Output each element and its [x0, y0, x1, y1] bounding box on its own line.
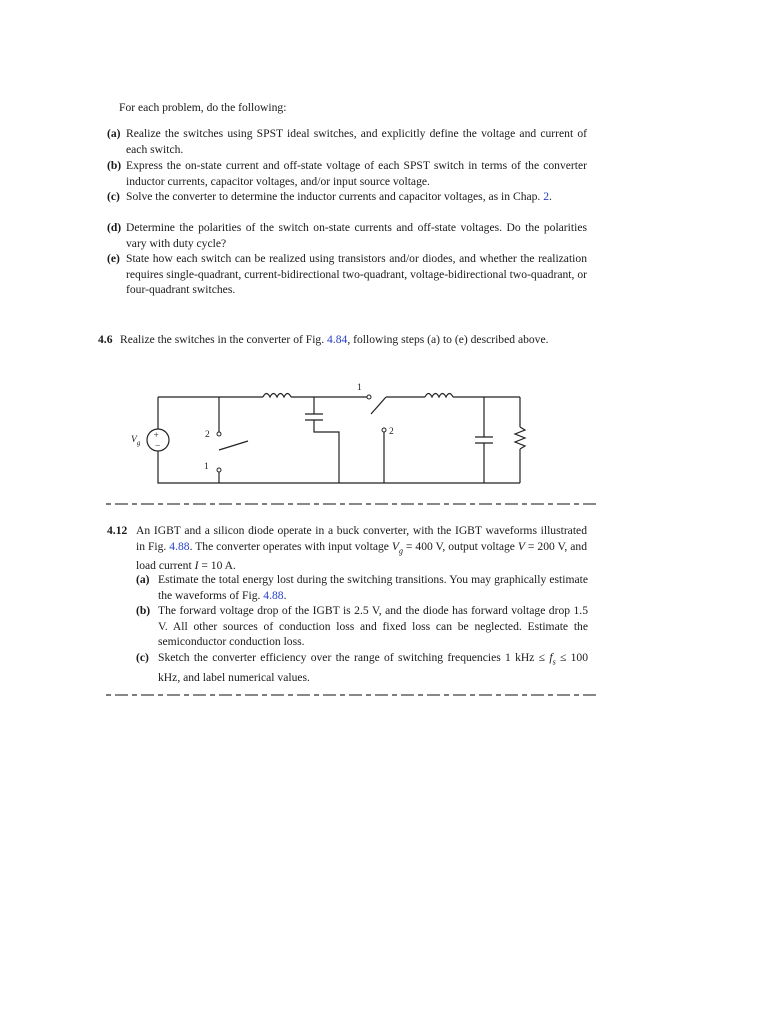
- problem-4-12-text-3: = 400 V, output voltage: [402, 539, 518, 553]
- inductor-1: [263, 394, 291, 398]
- problem-4-6-number: 4.6: [98, 333, 113, 346]
- source-label: [131, 435, 141, 447]
- instructions-heading: For each problem, do the following:: [119, 101, 287, 114]
- switch2-contact-2: [382, 428, 386, 432]
- problem-4-12-text-5: = 10 A.: [198, 559, 236, 573]
- step-b: [107, 158, 587, 189]
- part-c-tag: (c): [136, 651, 149, 664]
- part-a-text: [158, 572, 588, 603]
- problem-4-6-text-end: , following steps (a) to (e) described above.: [347, 333, 549, 346]
- step-a-text: Realize the switches using SPST ideal switches, and explicitly define the voltage and current of each switch.: [126, 127, 587, 156]
- chapter-link[interactable]: 2: [543, 190, 550, 203]
- vg-symbol: V: [391, 539, 399, 553]
- problem-4-12: [107, 523, 587, 574]
- step-c-text: [126, 189, 587, 205]
- figure-4-84-link[interactable]: 4.84: [327, 333, 348, 346]
- source-plus-sign: +: [153, 431, 159, 441]
- problem-4-12-part-a: [136, 572, 588, 603]
- source-label-v: V: [131, 435, 137, 445]
- step-d-tag: (d): [107, 221, 122, 234]
- part-a-figure-link[interactable]: 4.88: [263, 588, 284, 602]
- part-b-tag: (b): [136, 604, 151, 617]
- problem-4-12-text: [136, 523, 587, 574]
- step-a-tag: (a): [107, 127, 121, 140]
- step-d: [107, 220, 587, 251]
- step-a: [107, 126, 587, 157]
- part-a-period: .: [283, 588, 287, 602]
- source-minus-sign: −: [155, 442, 161, 452]
- problem-4-12-text-2: . The converter operates with input voltage: [189, 539, 392, 553]
- problem-4-6-text: [120, 332, 576, 348]
- fs-symbol: f: [549, 651, 553, 664]
- switch1-contact-1: [217, 468, 221, 472]
- part-a-text-main: Estimate the total energy lost during the switching transitions. You may graphically estimate the waveforms of Fig.: [158, 573, 588, 602]
- step-c-tag: (c): [107, 190, 120, 203]
- step-c: [107, 189, 587, 205]
- problem-4-12-text-4: = 200 V, and load current: [136, 539, 587, 573]
- problem-4-12-part-b: [136, 603, 588, 650]
- step-b-tag: (b): [107, 159, 122, 172]
- switch2-label-1: 1: [357, 383, 362, 393]
- problem-4-12-part-c: [136, 650, 588, 685]
- switch1-contact-2: [217, 432, 221, 436]
- part-a-tag: (a): [136, 573, 150, 586]
- step-e: [107, 251, 587, 298]
- problem-4-12-text-1: An IGBT and a silicon diode operate in a buck converter, with the IGBT waveforms illustrated in Fig.: [136, 524, 587, 553]
- truncated-text-line-bottom: [106, 694, 596, 698]
- part-c-text-end: ≤ 100 kHz, and label numerical values.: [158, 651, 588, 684]
- switch1-label-2: 2: [205, 430, 210, 440]
- step-e-tag: (e): [107, 252, 120, 265]
- part-b-text: The forward voltage drop of the IGBT is 2.5 V, and the diode has forward voltage drop 1.5 V. All other sources of conduction loss and fixed loss can be neglected. Estimate the semiconductor conduction loss.: [158, 604, 588, 648]
- part-c-text-main: Sketch the converter efficiency over the range of switching frequencies 1 kHz ≤: [158, 651, 550, 664]
- voltage-source: [147, 429, 169, 451]
- figure-4-88-link[interactable]: 4.88: [169, 539, 190, 553]
- switch2-label-2: 2: [389, 427, 394, 437]
- switch1-blade: [219, 441, 248, 450]
- v-symbol: V: [517, 539, 525, 553]
- problem-4-12-number: 4.12: [107, 524, 128, 537]
- load-resistor: [515, 427, 525, 449]
- step-c-period: .: [549, 190, 552, 203]
- fs-subscript: s: [552, 657, 556, 667]
- wire-left-side-lower: [158, 451, 384, 483]
- step-b-text: Express the on-state current and off-state voltage of each SPST switch in terms of the converter inductor currents, capacitor voltages, and/or input source voltage.: [126, 159, 587, 188]
- part-c-text: [158, 650, 588, 685]
- switch1-label-1: 1: [204, 462, 209, 472]
- switch2-blade: [371, 397, 386, 414]
- problem-4-6: [98, 332, 588, 348]
- vg-subscript: g: [398, 545, 403, 555]
- switch2-contact-1: [367, 395, 371, 399]
- i-symbol: I: [194, 559, 199, 573]
- inductor-2: [425, 394, 453, 398]
- truncated-text-line: [106, 503, 596, 509]
- problem-4-6-text-main: Realize the switches in the converter of Fig.: [120, 333, 328, 346]
- step-c-text-main: Solve the converter to determine the inductor currents and capacitor voltages, as in Chap.: [126, 190, 544, 203]
- step-d-text: Determine the polarities of the switch on-state currents and off-state voltages. Do the polarities vary with duty cycle?: [126, 221, 587, 250]
- source-label-subscript: g: [136, 439, 141, 447]
- step-e-text: State how each switch can be realized using transistors and/or diodes, and whether the realization requires single-quadrant, current-bidirectional two-quadrant, voltage-bidirectional two-quadrant, or four-quadrant switches.: [126, 252, 587, 296]
- wire-cap1-bottom: [314, 420, 339, 483]
